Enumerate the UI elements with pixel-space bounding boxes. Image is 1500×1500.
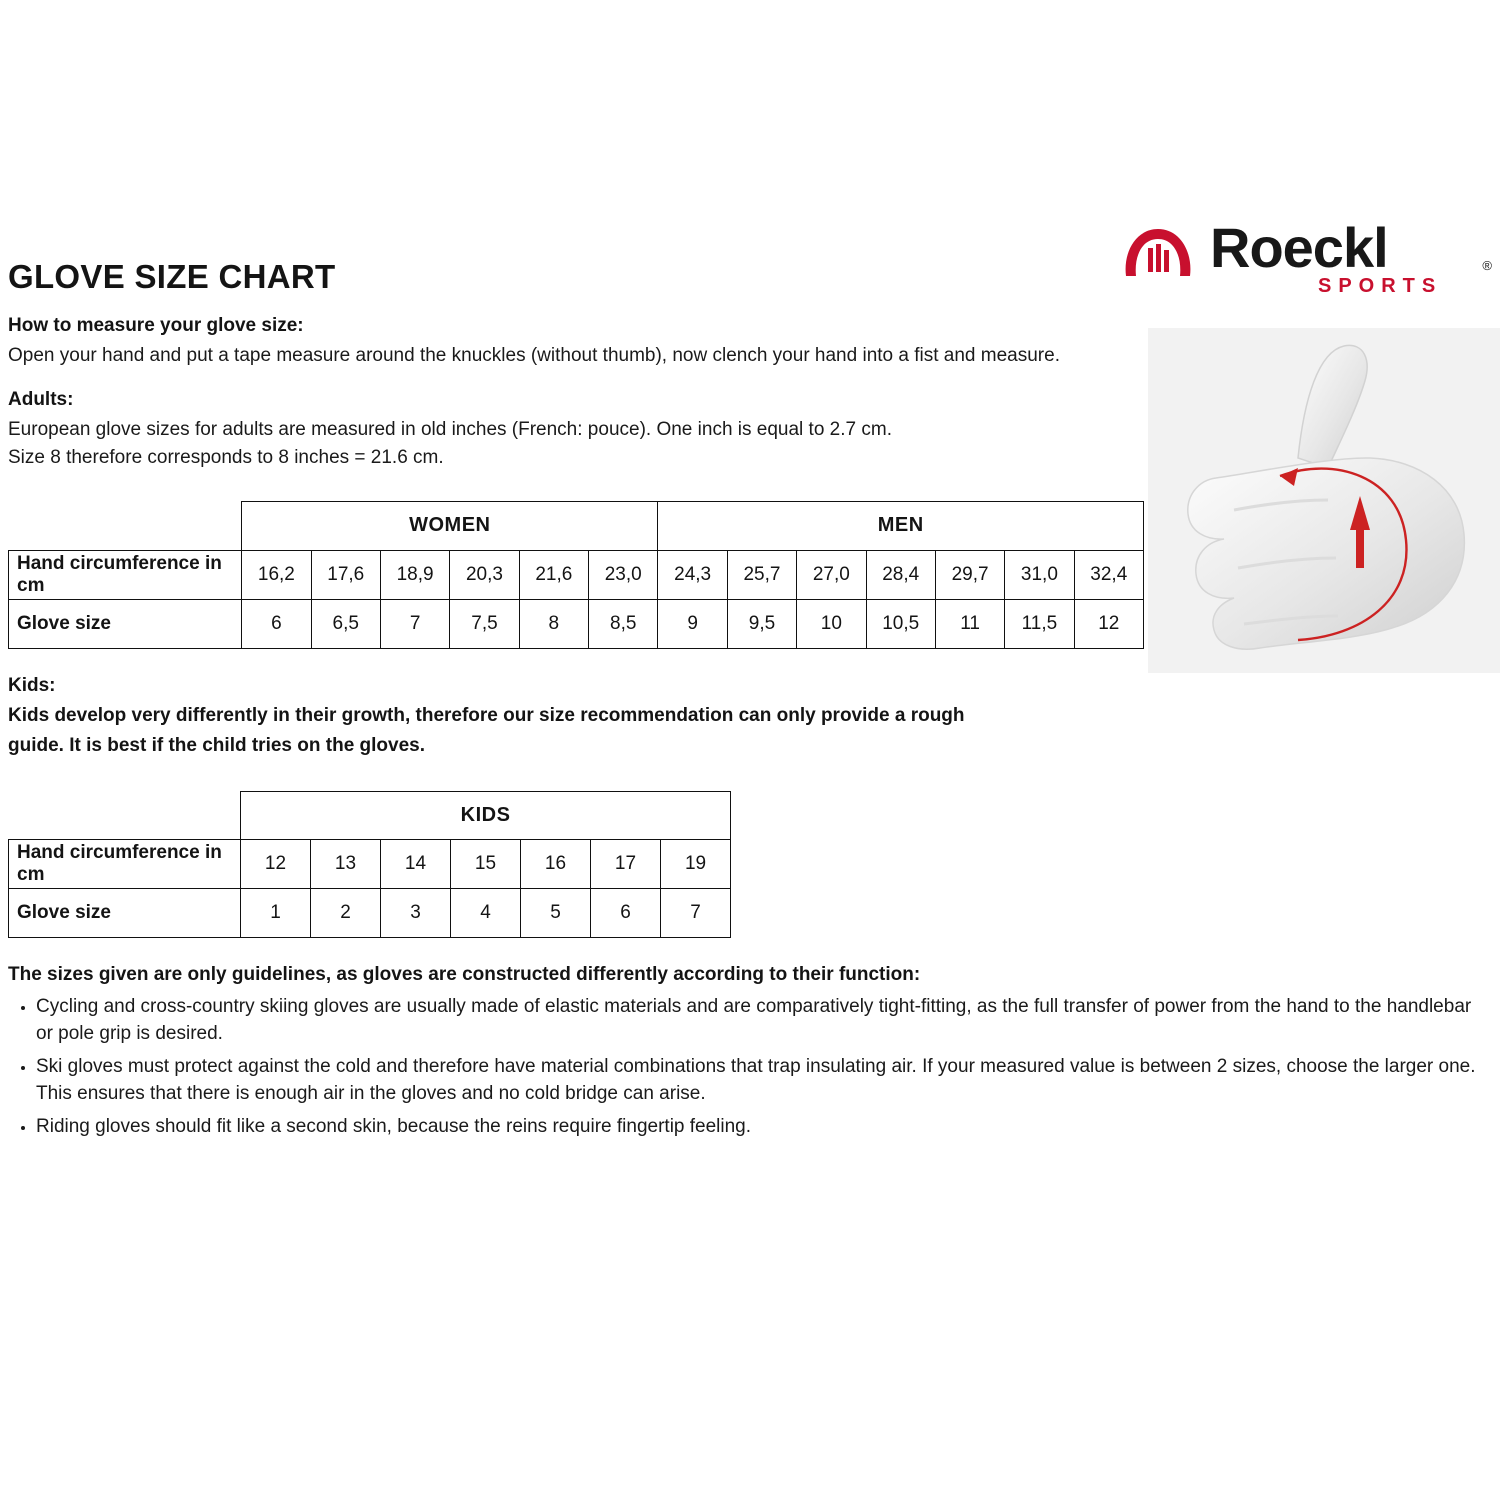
cell-circumference: 17,6 <box>311 550 380 599</box>
guidelines-heading: The sizes given are only guidelines, as gloves are constructed differently according to their function: <box>8 964 921 985</box>
cell-glove-size: 1 <box>241 889 311 938</box>
cell-glove-size: 7 <box>380 599 449 648</box>
measure-heading: How to measure your glove size: <box>8 315 304 336</box>
cell-circumference: 20,3 <box>450 550 519 599</box>
cell-glove-size: 11 <box>935 599 1004 648</box>
group-header-men: MEN <box>658 502 1144 551</box>
cell-circumference: 13 <box>311 840 381 889</box>
guidelines-list <box>8 994 1492 1141</box>
cell-circumference: 14 <box>381 840 451 889</box>
cell-glove-size: 5 <box>521 889 591 938</box>
logo-registered-mark: ® <box>1482 258 1492 273</box>
list-item: • Ski gloves must protect against the cold and therefore have material combinations that trap insulating air. If your measured value is between 2 sizes, choose the larger one. This ensures that there is enough air in the gloves and no cold bridge can arise. <box>36 1054 1492 1108</box>
kids-text-line-2: guide. It is best if the child tries on the gloves. <box>8 734 426 756</box>
cell-glove-size: 7 <box>661 889 731 938</box>
cell-glove-size: 4 <box>451 889 521 938</box>
cell-circumference: 17 <box>591 840 661 889</box>
cell-circumference: 29,7 <box>935 550 1004 599</box>
roeckl-logo-icon <box>1122 226 1194 278</box>
kids-text-line-1: Kids develop very differently in their growth, therefore our size recommendation can only provide a rough <box>8 704 965 726</box>
group-header-kids: KIDS <box>241 791 731 840</box>
logo-tagline: SPORTS <box>1318 275 1443 297</box>
cell-circumference: 21,6 <box>519 550 588 599</box>
list-item: • Cycling and cross-country skiing gloves are usually made of elastic materials and are comparatively tight-fitting, as the full transfer of power from the hand to the handlebar or pole grip is desired. <box>36 994 1492 1048</box>
cell-glove-size: 6 <box>242 599 311 648</box>
cell-glove-size: 10,5 <box>866 599 935 648</box>
cell-glove-size: 10 <box>797 599 866 648</box>
cell-glove-size: 3 <box>381 889 451 938</box>
cell-circumference: 31,0 <box>1005 550 1074 599</box>
document-header <box>8 215 1492 315</box>
page-title: GLOVE SIZE CHART <box>8 258 336 295</box>
cell-circumference: 12 <box>241 840 311 889</box>
adults-text-1: European glove sizes for adults are measured in old inches (French: pouce). One inch is equal to 2.7 cm. <box>8 419 892 440</box>
cell-circumference: 16 <box>521 840 591 889</box>
table-row <box>9 840 731 889</box>
cell-circumference: 23,0 <box>589 550 658 599</box>
table-row <box>9 599 1144 648</box>
group-header-women: WOMEN <box>242 502 658 551</box>
cell-circumference: 18,9 <box>380 550 449 599</box>
guidelines-section <box>8 964 1492 1141</box>
measure-text: Open your hand and put a tape measure around the knuckles (without thumb), now clench your hand into a fist and measure. <box>8 345 1060 366</box>
table-row-group-header <box>9 791 731 840</box>
cell-circumference: 16,2 <box>242 550 311 599</box>
cell-glove-size: 2 <box>311 889 381 938</box>
kids-intro-section <box>8 675 1492 757</box>
cell-circumference: 28,4 <box>866 550 935 599</box>
logo-wordmark: Roeckl <box>1210 216 1388 279</box>
cell-glove-size: 12 <box>1074 599 1143 648</box>
row-label-circumference: Hand circumference in cm <box>9 550 242 599</box>
kids-size-table <box>8 791 731 939</box>
cell-circumference: 25,7 <box>727 550 796 599</box>
cell-glove-size: 9,5 <box>727 599 796 648</box>
adults-heading: Adults: <box>8 389 74 410</box>
cell-glove-size: 8,5 <box>589 599 658 648</box>
hand-measuring-illustration <box>1148 328 1500 673</box>
cell-circumference: 19 <box>661 840 731 889</box>
cell-glove-size: 6,5 <box>311 599 380 648</box>
cell-glove-size: 9 <box>658 599 727 648</box>
cell-circumference: 27,0 <box>797 550 866 599</box>
list-item: • Riding gloves should fit like a second skin, because the reins require fingertip feeling. <box>36 1114 1492 1141</box>
row-label-circumference: Hand circumference in cm <box>9 840 241 889</box>
row-label-glove-size: Glove size <box>9 599 242 648</box>
adults-size-table <box>8 501 1144 649</box>
table-row-group-header <box>9 502 1144 551</box>
adults-text-2: Size 8 therefore corresponds to 8 inches = 21.6 cm. <box>8 447 444 468</box>
kids-heading: Kids: <box>8 674 56 696</box>
cell-glove-size: 6 <box>591 889 661 938</box>
cell-glove-size: 8 <box>519 599 588 648</box>
roeckl-logo <box>1122 216 1492 300</box>
cell-circumference: 15 <box>451 840 521 889</box>
row-label-glove-size: Glove size <box>9 889 241 938</box>
cell-glove-size: 7,5 <box>450 599 519 648</box>
cell-circumference: 24,3 <box>658 550 727 599</box>
cell-glove-size: 11,5 <box>1005 599 1074 648</box>
cell-circumference: 32,4 <box>1074 550 1143 599</box>
empty-corner-cell <box>9 502 242 551</box>
table-row <box>9 889 731 938</box>
table-row <box>9 550 1144 599</box>
empty-corner-cell <box>9 791 241 840</box>
